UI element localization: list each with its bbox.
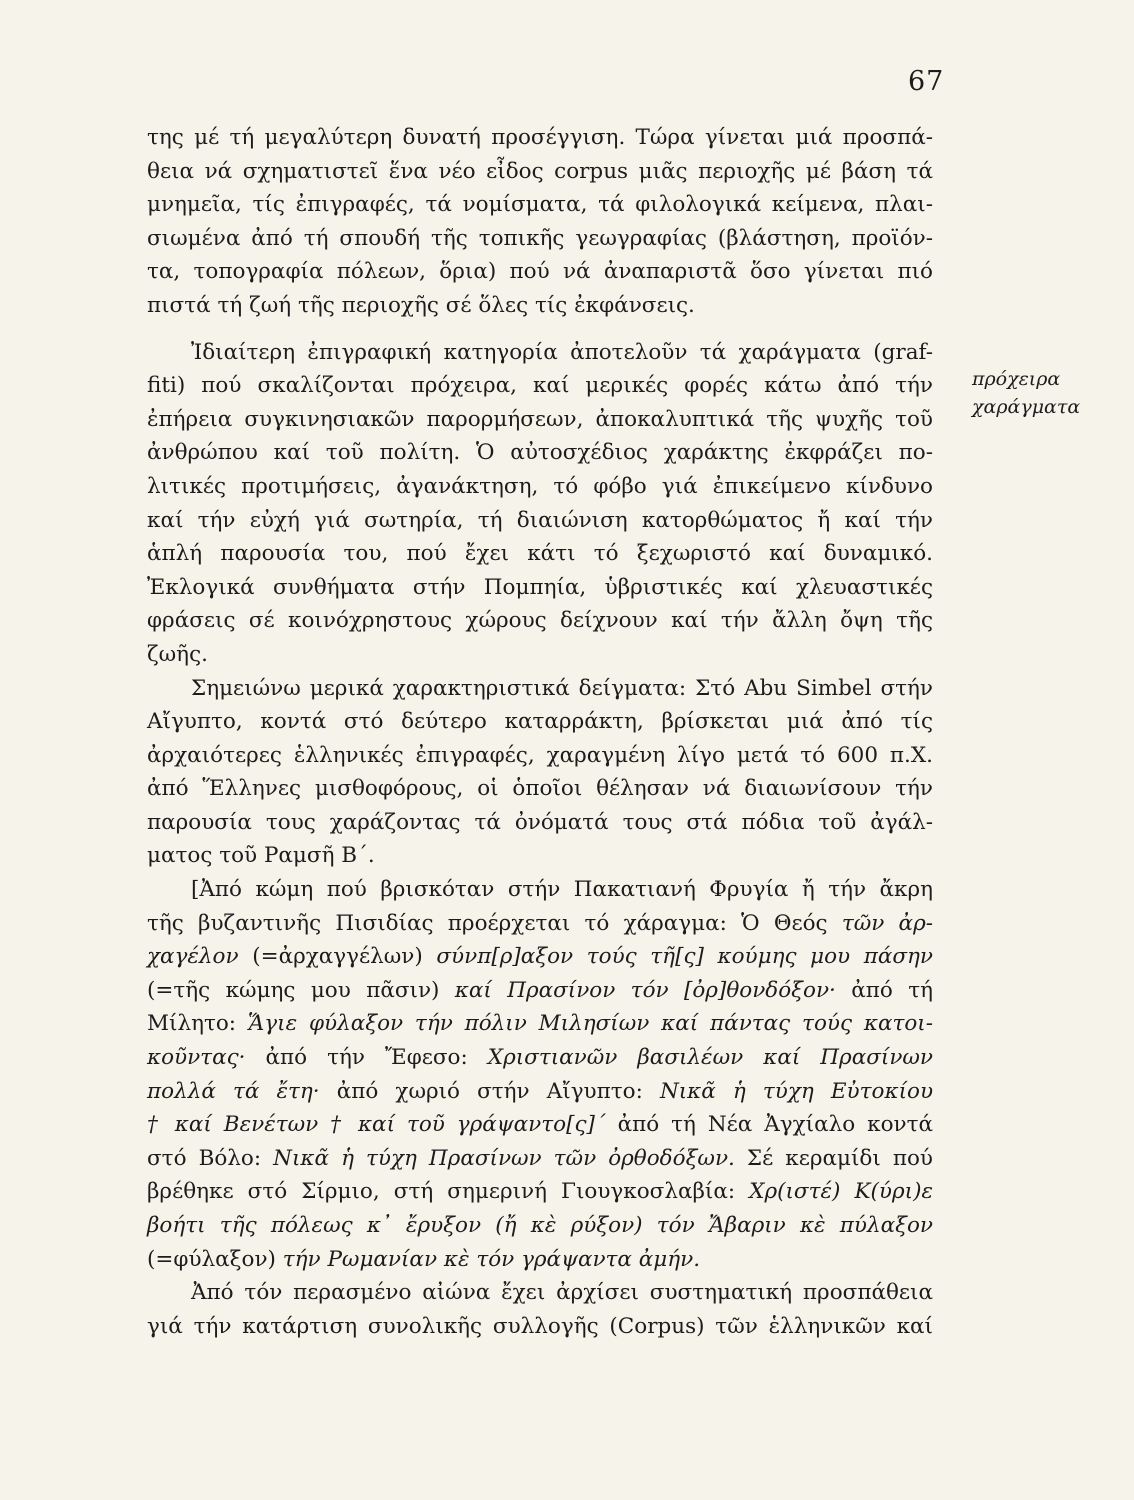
inscription-text: Νικᾶ ἡ τύχη Εὐτοκίου bbox=[659, 1078, 934, 1104]
inscription-text: Ἅγιε φύλαξον τήν πόλιν Μιλησίων καί πάντας τούς κατοι- bbox=[247, 1011, 933, 1037]
inscription-text: κοῦντας· bbox=[147, 1045, 246, 1071]
text-line: γιά τήν κατάρτιση συνολικῆς συλλογῆς (Corpus) τῶν ἑλληνικῶν καί bbox=[147, 1313, 933, 1339]
inscription-text: σύνπ[ρ]αξον τούς τῆ[ς] κούμης μου πάσην bbox=[436, 944, 933, 970]
text-line: ἐπήρεια συγκινησιακῶν παρορμήσεων, ἀποκαλυπτικά τῆς ψυχῆς τοῦ bbox=[147, 406, 933, 432]
text-line bbox=[147, 873, 933, 907]
text-line bbox=[147, 907, 933, 941]
text-line: ματος τοῦ Ραμσῆ Β΄. bbox=[147, 843, 375, 869]
text-run: τῆς βυζαντινῆς Πισιδίας προέρχεται τό χάραγμα: Ὁ Θεός bbox=[147, 910, 842, 936]
text-line: ἁπλή παρουσία του, πού ἔχει κάτι τό ξεχωριστό καί δυναμικό. bbox=[147, 541, 933, 567]
text-line: Ἀπό τόν περασμένο αἰώνα ἔχει ἀρχίσει συστηματική προσπάθεια bbox=[191, 1280, 933, 1306]
text-run: ἀπό τή bbox=[835, 977, 933, 1003]
text-line: πιστά τή ζωή τῆς περιοχῆς σέ ὅλες τίς ἐκφάνσεις. bbox=[147, 292, 695, 318]
text-line: θεια νά σχηματιστεῖ ἕνα νέο εἶδος corpus μιᾶς περιοχῆς μέ βάση τά bbox=[147, 158, 933, 184]
text-line bbox=[147, 1209, 933, 1243]
text-line bbox=[147, 940, 933, 974]
text-line: Σημειώνω μερικά χαρακτηριστικά δείγματα: Στό Abu Simbel στήν bbox=[191, 675, 933, 701]
text-line bbox=[147, 1142, 933, 1176]
inscription-text: τῶν ἀρ- bbox=[841, 910, 933, 936]
text-run: (=φύλαξον) bbox=[147, 1246, 283, 1272]
text-run: Μίλητο: bbox=[147, 1011, 248, 1037]
inscription-text: βοήτι τῆς πόλεως κ᾿ ἔρυξον (ἤ κὲ ρύξον) τόν Ἄβαριν κὲ πύλαξον bbox=[147, 1213, 933, 1238]
text-line bbox=[147, 1108, 933, 1142]
inscription-text: τήν Ρωμανίαν κὲ τόν γράψαντα ἀμήν. bbox=[282, 1246, 701, 1272]
text-run: ἀπό τήν Ἔφεσο: bbox=[245, 1045, 488, 1071]
margin-note-line: χαράγματα bbox=[972, 396, 1081, 418]
paragraph-5 bbox=[147, 1276, 933, 1343]
text-line: ἀνθρώπου καί τοῦ πολίτη. Ὁ αὐτοσχέδιος χαράκτης ἐκφράζει πο- bbox=[147, 440, 933, 466]
text-run: [Ἀπό κώμη πού βρισκόταν στήν Πακατιανή Φρυγία ἤ τήν ἄκρη bbox=[191, 877, 933, 903]
text-line: λιτικές προτιμήσεις, ἀγανάκτηση, τό φόβο γιά ἐπικείμενο κίνδυνο bbox=[147, 473, 933, 499]
inscription-text: † καί Βενέτων † καί τοῦ γράψαντο[ς]΄ bbox=[147, 1112, 606, 1138]
inscription-text: Χρ(ιστέ) Κ(ύρι)ε bbox=[749, 1179, 933, 1205]
text-line bbox=[147, 1007, 933, 1041]
text-line: της μέ τή μεγαλύτερη δυνατή προσέγγιση. Τώρα γίνεται μιά προσπά- bbox=[147, 125, 933, 150]
margin-note bbox=[972, 365, 1122, 421]
text-line bbox=[147, 974, 933, 1008]
margin-note-line: πρόχειρα bbox=[972, 368, 1061, 390]
text-line: σιωμένα ἀπό τή σπουδή τῆς τοπικῆς γεωγραφίας (βλάστηση, προϊόν- bbox=[147, 225, 933, 251]
text-run: (=ἀρχαγγέλων) bbox=[238, 944, 437, 970]
text-line: παρουσία τους χαράζοντας τά ὀνόματά τους στά πόδια τοῦ ἀγάλ- bbox=[147, 809, 933, 835]
text-line: fiti) πού σκαλίζονται πρόχειρα, καί μερικές φορές κάτω ἀπό τήν bbox=[147, 373, 933, 399]
text-line: φράσεις σέ κοινόχρηστους χώρους δείχνουν καί τήν ἄλλη ὄψη τῆς bbox=[147, 608, 933, 634]
text-line bbox=[147, 1175, 933, 1209]
body-text bbox=[147, 121, 933, 1343]
text-line: ζωῆς. bbox=[147, 641, 208, 667]
text-line bbox=[147, 1075, 933, 1109]
text-run: βρέθηκε στό Σίρμιο, στή σημερινή Γιουγκοσλαβία: bbox=[147, 1179, 750, 1205]
text-run: στό Βόλο: bbox=[147, 1145, 274, 1171]
text-line: μνημεῖα, τίς ἐπιγραφές, τά νομίσματα, τά φιλολογικά κείμενα, πλαι- bbox=[147, 192, 933, 218]
inscription-text: Χριστιανῶν βασιλέων καί Πρασίνων bbox=[487, 1045, 933, 1071]
paragraph-1 bbox=[147, 121, 933, 323]
text-line: τα, τοπογραφία πόλεων, ὅρια) πού νά ἀναπαριστᾶ ὅσο γίνεται πιό bbox=[147, 259, 933, 285]
paragraph-2 bbox=[147, 336, 933, 672]
text-line bbox=[147, 1243, 933, 1277]
inscription-text: χαγέλον bbox=[147, 944, 239, 970]
text-line: Αἴγυπτο, κοντά στό δεύτερο καταρράκτη, βρίσκεται μιά ἀπό τίς bbox=[147, 709, 933, 735]
text-run: Σέ κεραμίδι πού bbox=[734, 1145, 933, 1171]
text-line: Ἐκλογικά συνθήματα στήν Πομπηία, ὑβριστικές καί χλευαστικές bbox=[147, 574, 933, 600]
paragraph-4 bbox=[147, 873, 933, 1276]
text-line bbox=[147, 1041, 933, 1075]
text-line: καί τήν εὐχή γιά σωτηρία, τή διαιώνιση κατορθώματος ἤ καί τήν bbox=[147, 507, 933, 533]
text-run: ἀπό χωριό στήν Αἴγυπτο: bbox=[319, 1078, 660, 1104]
inscription-text: πολλά τά ἔτη· bbox=[147, 1078, 320, 1104]
text-run: ἀπό τή Νέα Ἀγχίαλο κοντά bbox=[605, 1112, 933, 1138]
text-line: ἀρχαιότερες ἑλληνικές ἐπιγραφές, χαραγμένη λίγο μετά τό 600 π.Χ. bbox=[147, 742, 933, 768]
text-run: (=τῆς κώμης μου πᾶσιν) bbox=[147, 977, 455, 1003]
inscription-text: Νικᾶ ἡ τύχη Πρασίνων τῶν ὀρθοδόξων. bbox=[273, 1145, 735, 1171]
text-line: ἀπό Ἕλληνες μισθοφόρους, οἱ ὁποῖοι θέλησαν νά διαιωνίσουν τήν bbox=[147, 776, 933, 802]
page-number: 67 bbox=[908, 66, 945, 97]
text-line: Ἰδιαίτερη ἐπιγραφική κατηγορία ἀποτελοῦν τά χαράγματα (graf- bbox=[191, 339, 933, 365]
paragraph-3 bbox=[147, 672, 933, 874]
inscription-text: καί Πρασίνον τόν [ὀρ]θονδόξον· bbox=[454, 977, 836, 1003]
